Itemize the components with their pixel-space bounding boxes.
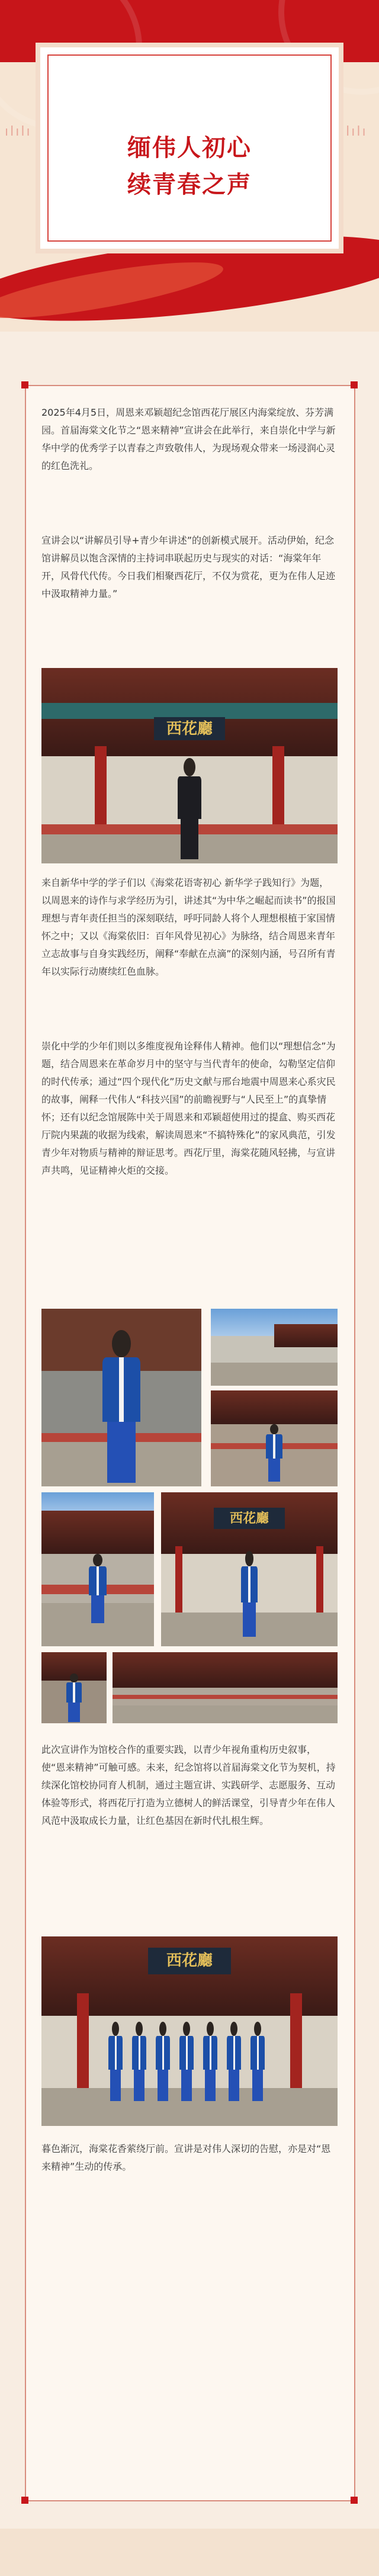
pillar <box>175 1546 182 1615</box>
corner-mark <box>21 2497 28 2504</box>
student-figure-icon <box>239 1551 260 1637</box>
corner-mark <box>351 2497 358 2504</box>
paragraph-xinhua: 来自新华中学的学子们以《海棠花语寄初心 新华学子践知行》为题，以周恩来的诗作与求学经历为引，讲述其“为中华之崛起而读书”的报国理想与青年责任担当的深刻联结，呼吁同龄人将个人理想根植于家国情怀之中；又以《海棠依旧：百年风骨见初心》为脉络，结合周恩来青年立志故事与自身实践经历，阐释“奉献在点滴”的深刻内涵，号召所有青年以实际行动赓续红色血脉。 <box>41 877 336 977</box>
hall-railing <box>113 1695 338 1699</box>
photo-student-at-railing <box>211 1390 338 1486</box>
student-figure-icon <box>65 1674 84 1722</box>
speaker-figure-icon <box>175 758 204 860</box>
student-figure-icon <box>201 2022 219 2101</box>
header-banner <box>0 0 379 332</box>
title-line-2: 续青春之声 <box>127 171 252 198</box>
student-figure-icon <box>264 1424 284 1482</box>
pillar <box>290 1993 302 2088</box>
student-figure-icon <box>107 2022 124 2101</box>
pillar <box>272 746 284 834</box>
paragraph-future: 此次宣讲作为馆校合作的重要实践，以青少年视角重构历史叙事，使“恩来精神”可触可感。未来，纪念馆将以首届海棠文化节为契机，持续深化馆校协同育人机制，通过主题宣讲、实践研学、志愿服务、互动体验等形式，将西花厅打造为立德树人的鲜活课堂，引导青少年在伟人风范中汲取成长力量，让红色基因在新时代扎根生辉。 <box>41 1744 336 1826</box>
student-figure-icon <box>249 2022 266 2101</box>
paragraph-chonghua: 崇化中学的少年们则以多维度视角诠释伟人精神。他们以“理想信念”为题，结合周恩来在革命岁月中的坚守与当代青年的使命，勾勒坚定信仰的时代传承；通过“四个现代化”历史文献与邢台地震中周恩来心系灾民的故事，阐释一代伟人“科技兴国”的前瞻视野与“人民至上”的真挚情怀；还有以纪念馆展陈中关于周恩来和邓颖超使用过的提盒、购买西花厅院内果蔬的收据为线索，解读周恩来“不搞特殊化”的家风典范，引发青少年对物质与精神的辩证思考。西花厅里，海棠花随风轻拂，与宣讲声共鸣，见证精神火炬的交接。 <box>41 1040 336 1176</box>
title-card <box>40 47 339 249</box>
hall-plaque: 西花廳 <box>214 1508 284 1529</box>
hall-plaque: 西花廳 <box>148 1948 231 1974</box>
footer-decoration <box>0 2529 379 2576</box>
title-line-1: 缅伟人初心 <box>127 134 252 162</box>
hall-roof <box>113 1652 338 1688</box>
sound-wave-icon-left: ılılı <box>5 124 32 139</box>
student-figure-icon <box>130 2022 148 2101</box>
courtyard-ground <box>113 1705 338 1723</box>
pillar <box>316 1546 323 1615</box>
photo-audience-close <box>41 1652 107 1723</box>
paragraph-format: 宣讲会以“讲解员引导+青少年讲述”的创新模式展开。活动伊始，纪念馆讲解员以饱含深情的主持词串联起历史与现实的对话：“海棠年年开，风骨代代传。今日我们相聚西花厅，不仅为赏花，更为在伟人足迹中汲取精神力量。” <box>41 535 336 599</box>
hall-roof <box>211 1390 338 1424</box>
hall-plaque: 西花廳 <box>154 717 225 741</box>
pillar <box>95 746 107 834</box>
corner-mark <box>21 381 28 388</box>
photo-student-hall-small <box>41 1492 154 1646</box>
photo-speaker-hall <box>41 668 338 863</box>
photo-audience <box>211 1309 338 1386</box>
photo-student-under-plaque <box>161 1492 338 1646</box>
student-figure-icon <box>86 1554 109 1623</box>
hall-roof <box>41 1511 154 1554</box>
student-figure-icon <box>225 2022 243 2101</box>
sound-wave-icon-right: ılılı <box>341 124 368 139</box>
courtyard-ground <box>211 1363 338 1386</box>
student-figure-icon <box>178 2022 195 2101</box>
student-figure-icon <box>154 2022 172 2101</box>
paragraph-closing: 暮色渐沉，海棠花香萦绕厅前。宣讲是对伟人深切的告慰，亦是对“恩来精神”生动的传承。 <box>41 2143 331 2172</box>
corner-mark <box>351 381 358 388</box>
photo-student-speaker <box>41 1309 201 1486</box>
pillar <box>77 1993 89 2088</box>
hall-roof <box>274 1324 338 1347</box>
student-speaker-icon <box>98 1330 146 1483</box>
photo-group <box>41 1936 338 2126</box>
photo-courtyard-wide <box>113 1652 338 1723</box>
paragraph-intro: 2025年4月5日，周恩来邓颖超纪念馆西花厅展区内海棠绽放、芬芳满园。首届海棠文化节之“恩来精神”宣讲会在此举行，来自崇化中学与新华中学的优秀学子以青春之声致敬伟人，为现场观众带来一场浸润心灵的红色洗礼。 <box>41 407 336 471</box>
